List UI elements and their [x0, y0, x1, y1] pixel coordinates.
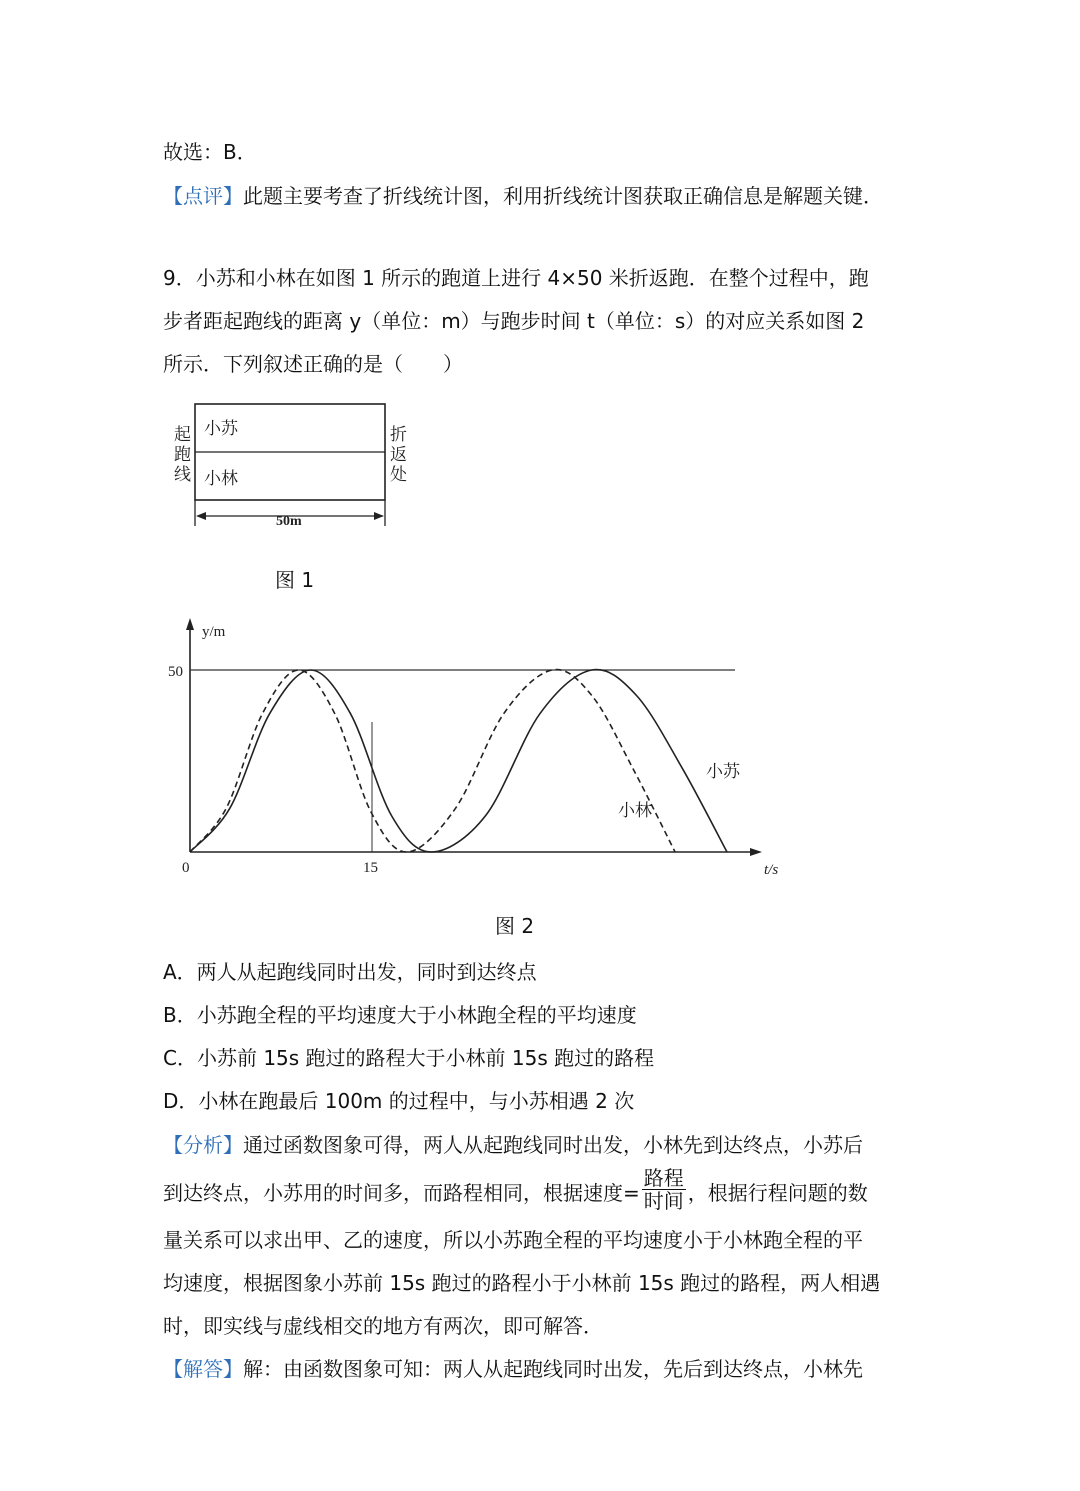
x-tick-15: 15 [363, 860, 378, 876]
analysis-text-2a: 到达终点，小苏用的时间多，而路程相同，根据速度= [163, 1181, 640, 1205]
curve-label-lin: 小林 [618, 801, 652, 821]
analysis-text-1: 通过函数图象可得，两人从起跑线同时出发，小林先到达终点，小苏后 [243, 1133, 863, 1157]
solution-text-1: 解：由函数图象可知：两人从起跑线同时出发，先后到达终点，小林先 [243, 1357, 863, 1381]
analysis-tag: 【分析】 [163, 1133, 243, 1157]
option-b: B．小苏跑全程的平均速度大于小林跑全程的平均速度 [163, 1003, 637, 1027]
speed-fraction [642, 1167, 686, 1212]
figure-1-track-diagram [168, 396, 418, 536]
turn-label-3: 处 [390, 465, 407, 485]
start-label-3: 线 [174, 465, 191, 485]
x-axis-label: t/s [764, 862, 779, 878]
analysis-line-3: 量关系可以求出甲、乙的速度，所以小苏跑全程的平均速度小于小林跑全程的平 [163, 1228, 863, 1252]
lane-label-top: 小苏 [204, 419, 238, 439]
analysis-line-1 [163, 1131, 923, 1159]
start-label-1: 起 [174, 425, 191, 445]
figure-2-caption: 图 2 [495, 914, 535, 938]
length-label: 50m [276, 514, 302, 529]
comment-line [163, 182, 923, 210]
analysis-line-4: 均速度，根据图象小苏前 15s 跑过的路程小于小林前 15s 跑过的路程，两人相遇 [163, 1271, 881, 1295]
series-line-lin [190, 670, 675, 852]
fraction-denominator: 时间 [643, 1189, 684, 1213]
y-axis-label: y/m [202, 624, 226, 640]
option-d: D．小林在跑最后 100m 的过程中，与小苏相遇 2 次 [163, 1089, 635, 1113]
analysis-line-5: 时，即实线与虚线相交的地方有两次，即可解答． [163, 1314, 603, 1338]
analysis-line-2 [163, 1166, 923, 1213]
turn-label-1: 折 [390, 425, 407, 445]
solution-tag: 【解答】 [163, 1357, 243, 1381]
comment-tag: 【点评】 [163, 184, 243, 208]
conclusion-line: 故选：B． [163, 140, 257, 164]
fraction-numerator: 路程 [643, 1166, 684, 1190]
analysis-text-2b: ，根据行程问题的数 [687, 1181, 868, 1205]
series-line-su [190, 670, 727, 852]
lane-label-bottom: 小林 [204, 469, 238, 489]
start-label-2: 跑 [174, 445, 191, 465]
y-tick-50: 50 [168, 664, 183, 680]
figure-1-caption: 图 1 [275, 568, 315, 592]
option-a: A．两人从起跑线同时出发，同时到达终点 [163, 960, 537, 984]
curve-label-su: 小苏 [706, 762, 740, 782]
question-line-2: 步者距起跑线的距离 y（单位：m）与跑步时间 t（单位：s）的对应关系如图 2 [163, 309, 865, 333]
origin-label: 0 [182, 860, 190, 876]
question-line-3: 所示．下列叙述正确的是（ ） [163, 352, 463, 376]
comment-text: 此题主要考查了折线统计图，利用折线统计图获取正确信息是解题关键． [243, 184, 883, 208]
solution-line-1 [163, 1355, 923, 1383]
turn-label-2: 返 [390, 445, 407, 465]
figure-2-chart [160, 612, 800, 887]
question-line-1: 9．小苏和小林在如图 1 所示的跑道上进行 4×50 米折返跑．在整个过程中，跑 [163, 266, 869, 290]
option-c: C．小苏前 15s 跑过的路程大于小林前 15s 跑过的路程 [163, 1046, 655, 1070]
